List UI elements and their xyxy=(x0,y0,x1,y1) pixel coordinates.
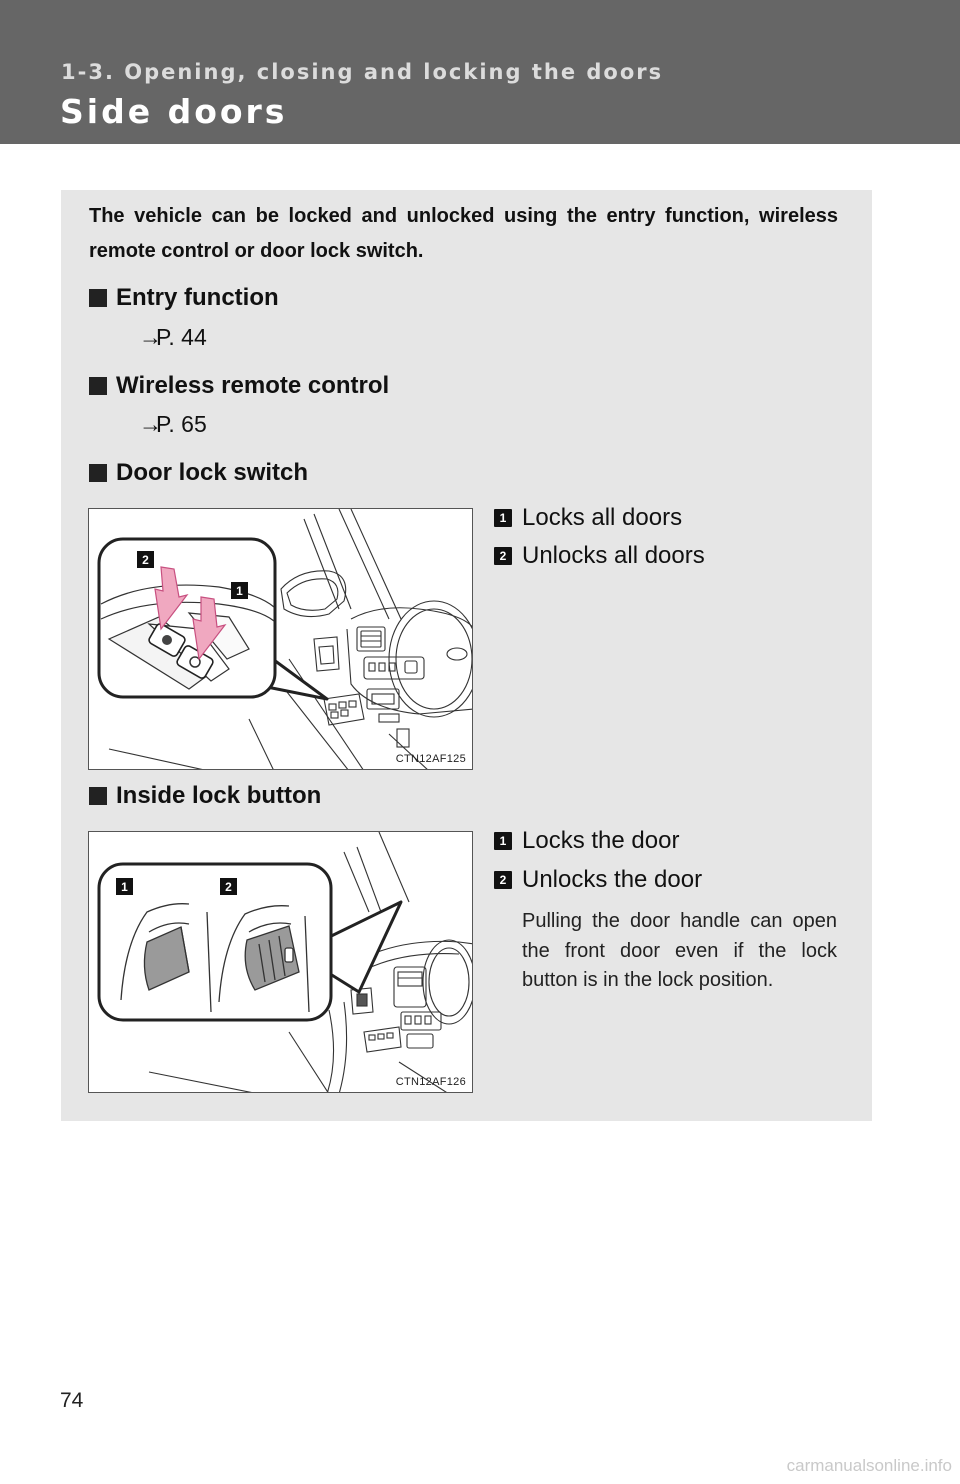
section-inside-lock-button xyxy=(89,782,321,810)
number-badge-icon: 1 xyxy=(494,832,512,850)
header-band xyxy=(0,0,960,144)
legend-text: Unlocks the door xyxy=(522,866,703,893)
bullet-square-icon xyxy=(89,787,107,805)
legend-item-2 xyxy=(494,866,702,894)
number-badge-icon: 2 xyxy=(494,547,512,565)
note-paragraph: Pulling the door handle can open the front door even if the lock button is in the lock position. xyxy=(522,910,837,991)
section-title: Inside lock button xyxy=(116,782,322,809)
lock-icon xyxy=(162,635,172,645)
legend-item-1 xyxy=(494,827,679,855)
legend-text: Unlocks all doors xyxy=(522,542,705,569)
page-reference-text: P. 44 xyxy=(156,324,207,350)
number-badge-icon: 2 xyxy=(494,871,512,889)
badge-number: 2 xyxy=(142,553,149,567)
arrow-right-icon: → xyxy=(139,324,162,350)
figure-code: CTN12AF126 xyxy=(395,1076,466,1088)
page-title: Side doors xyxy=(60,92,288,131)
chapter-title: 1-3. Opening, closing and locking the doors xyxy=(61,60,664,84)
bullet-square-icon xyxy=(89,377,107,395)
lock-knob-icon xyxy=(285,948,293,962)
legend-item-2 xyxy=(494,542,705,570)
section-door-lock-switch xyxy=(89,459,308,487)
inside-lock-button-illustration xyxy=(88,831,473,1093)
dashboard-switch-drawing xyxy=(89,509,473,770)
section-title: Entry function xyxy=(116,284,279,311)
section-title: Wireless remote control xyxy=(116,372,390,399)
intro-paragraph: The vehicle can be locked and unlocked using the entry function, wireless remote control or door lock switch. xyxy=(89,205,838,262)
bullet-square-icon xyxy=(89,289,107,307)
badge-number: 1 xyxy=(236,584,243,598)
badge-number: 1 xyxy=(121,880,128,894)
watermark: carmanualsonline.info xyxy=(786,1456,952,1475)
page-reference-entry[interactable] xyxy=(139,324,207,351)
door-button-drawing xyxy=(89,832,473,1093)
section-wireless-remote xyxy=(89,372,389,400)
badge-number: 2 xyxy=(225,880,232,894)
door-lock-switch-illustration xyxy=(88,508,473,770)
page-reference-remote[interactable] xyxy=(139,411,207,438)
page-number: 74 xyxy=(60,1389,84,1412)
legend-item-1 xyxy=(494,504,682,532)
legend-text: Locks the door xyxy=(522,827,680,854)
legend-text: Locks all doors xyxy=(522,504,683,531)
page-reference-text: P. 65 xyxy=(156,411,207,437)
bullet-square-icon xyxy=(89,464,107,482)
arrow-right-icon: → xyxy=(139,411,162,437)
figure-code: CTN12AF125 xyxy=(395,753,466,765)
section-title: Door lock switch xyxy=(116,459,309,486)
section-entry-function xyxy=(89,284,279,312)
number-badge-icon: 1 xyxy=(494,509,512,527)
